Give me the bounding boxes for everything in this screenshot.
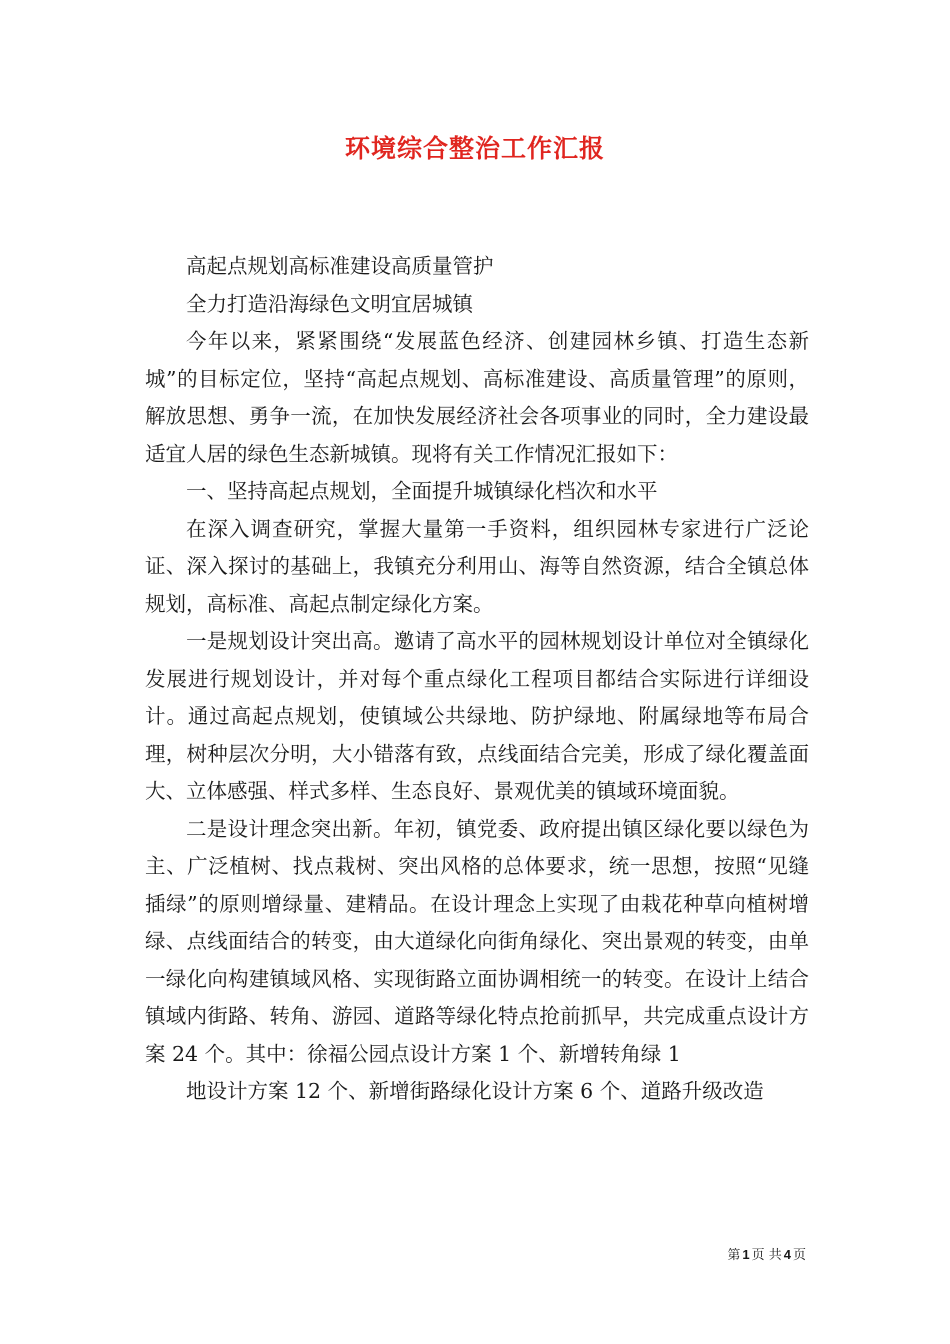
document-title: 环境综合整治工作汇报 <box>344 134 605 163</box>
paragraph-point-1: 一是规划设计突出高。邀请了高水平的园林规划设计单位对全镇绿化发展进行规划设计，并对每个重点绿化工程项目都结合实际进行详细设计。通过高起点规划，使镇域公共绿地、防护绿地、附属绿地等布局合理，树种层次分明，大小错落有致，点线面结合完美，形成了绿化覆盖面大、立体感强、样式多样、生态良好、景观优美的镇域环境面貌。 <box>145 629 809 803</box>
paragraph-subtitle-1: 高起点规划高标准建设高质量管护 <box>186 254 494 278</box>
page-number-footer <box>0 1246 806 1265</box>
footer-current-page: 1 <box>742 1247 750 1262</box>
paragraph-intro: 今年以来，紧紧围绕“发展蓝色经济、创建园林乡镇、打造生态新城”的目标定位，坚持“高起点规划、高标准建设、高质量管理”的原则，解放思想、勇争一流，在加快发展经济社会各项事业的同时，全力建设最适宜人居的绿色生态新城镇。现将有关工作情况汇报如下： <box>145 329 809 466</box>
section-heading-1: 一、坚持高起点规划，全面提升城镇绿化档次和水平 <box>186 479 658 503</box>
footer-prefix: 第 <box>727 1248 741 1263</box>
paragraph-section-1: 在深入调查研究，掌握大量第一手资料，组织园林专家进行广泛论证、深入探讨的基础上，我镇充分利用山、海等自然资源，结合全镇总体规划，高标准、高起点制定绿化方案。 <box>145 516 809 616</box>
footer-suffix: 页 <box>792 1248 806 1263</box>
paragraph-point-2: 二是设计理念突出新。年初，镇党委、政府提出镇区绿化要以绿色为主、广泛植树、找点栽树、突出风格的总体要求，统一思想，按照“见缝插绿”的原则增绿量、建精品。在设计理念上实现了由栽花种草向植树增绿、点线面结合的转变，由大道绿化向街角绿化、突出景观的转变，由单一绿化向构建镇域风格、实现街路立面协调相统一的转变。在设计上结合镇域内街路、转角、游园、道路等绿化特点抢前抓早，共完成重点设计方案 24 个。其中：徐福公园点设计方案 1 个、新增转角绿 1 <box>145 816 809 1066</box>
paragraph-continued: 地设计方案 12 个、新增街路绿化设计方案 6 个、道路升级改造 <box>186 1079 764 1103</box>
footer-total-pages: 4 <box>783 1247 791 1262</box>
document-body <box>145 248 809 1111</box>
paragraph-subtitle-2: 全力打造沿海绿色文明宜居城镇 <box>186 291 473 316</box>
footer-middle: 页 共 <box>751 1248 782 1263</box>
